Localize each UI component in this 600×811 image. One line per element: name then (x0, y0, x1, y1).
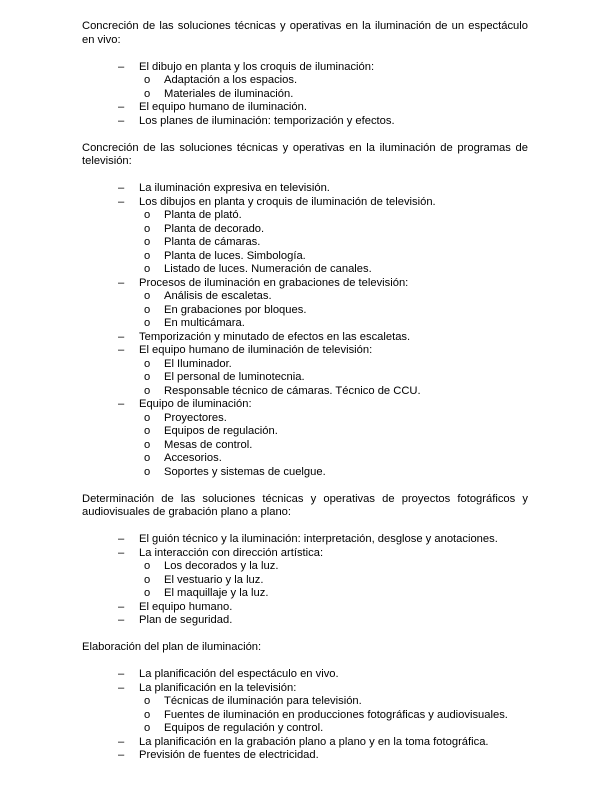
section (82, 493, 528, 642)
section (82, 641, 528, 763)
sub-list-item (144, 358, 528, 372)
sub-list-item-text: Planta de plató. (164, 209, 242, 221)
bullet-list (82, 533, 528, 628)
sub-list-item (144, 209, 528, 223)
sub-list-item-text: Equipos de regulación. (164, 425, 278, 437)
circle-marker: o (144, 695, 151, 707)
sub-list-item-text: Técnicas de iluminación para televisión. (164, 695, 362, 707)
dash-marker: – (118, 182, 125, 194)
sub-list-item (144, 560, 528, 574)
sub-list-item-text: Planta de cámaras. (164, 236, 261, 248)
dash-marker: – (118, 546, 125, 559)
dash-marker: – (118, 681, 125, 694)
list-item-text: La iluminación expresiva en televisión. (139, 182, 330, 194)
dash-marker: – (118, 276, 125, 289)
circle-marker: o (144, 708, 151, 721)
document-page (82, 20, 528, 763)
circle-marker: o (144, 357, 151, 370)
list-item (82, 601, 528, 615)
list-item (82, 668, 528, 682)
circle-marker: o (144, 74, 151, 86)
dash-marker: – (118, 344, 125, 356)
sub-list-item-text: Planta de luces. Simbología. (164, 249, 306, 262)
list-item-text: El equipo humano de iluminación. (139, 101, 307, 113)
sub-list-item (144, 263, 528, 277)
sub-list-item-text: Responsable técnico de cámaras. Técnico de CCU. (164, 384, 421, 397)
section-heading: Concreción de las soluciones técnicas y operativas en la iluminación de programas de televisión: (82, 141, 528, 167)
circle-marker: o (144, 573, 151, 586)
sub-list-item-text: Planta de decorado. (164, 222, 265, 235)
sub-list-item (144, 223, 528, 237)
sub-list-item-text: Materiales de iluminación. (164, 87, 294, 100)
dash-marker: – (118, 749, 125, 761)
dash-marker: – (118, 114, 125, 127)
sub-list-item-text: Los decorados y la luz. (164, 560, 279, 572)
bullet-list (82, 182, 528, 479)
sub-list (144, 209, 528, 277)
sub-list-item (144, 371, 528, 385)
sub-list-item (144, 709, 528, 723)
circle-marker: o (144, 263, 151, 275)
sub-list-item (144, 385, 528, 399)
circle-marker: o (144, 249, 151, 262)
dash-marker: – (118, 60, 125, 73)
dash-marker: – (118, 600, 125, 613)
sub-list-item (144, 722, 528, 736)
sub-list-item (144, 304, 528, 318)
dash-marker: – (118, 398, 125, 410)
circle-marker: o (144, 303, 151, 316)
circle-marker: o (144, 587, 151, 599)
sub-list-item (144, 452, 528, 466)
list-item (82, 277, 528, 331)
list-item (82, 682, 528, 736)
list-item (82, 533, 528, 547)
sub-list-item-text: Listado de luces. Numeración de canales. (164, 263, 372, 275)
circle-marker: o (144, 722, 151, 734)
list-item-text: Temporización y minutado de efectos en las escaletas. (139, 330, 411, 343)
section-heading: Elaboración del plan de iluminación: (82, 641, 262, 653)
list-item (82, 331, 528, 345)
list-item (82, 196, 528, 277)
circle-marker: o (144, 560, 151, 572)
circle-marker: o (144, 87, 151, 100)
sub-list-item-text: Equipos de regulación y control. (164, 722, 324, 734)
sub-list (144, 358, 528, 399)
circle-marker: o (144, 411, 151, 424)
sub-list-item-text: Análisis de escaletas. (164, 290, 272, 302)
list-item-text: La planificación en la grabación plano a plano y en la toma fotográfica. (139, 735, 489, 748)
dash-marker: – (118, 668, 125, 680)
sub-list-item (144, 439, 528, 453)
list-item (82, 61, 528, 102)
list-item (82, 749, 528, 763)
sub-list-item (144, 425, 528, 439)
sub-list-item-text: Mesas de control. (164, 438, 253, 451)
list-item (82, 344, 528, 398)
bullet-list (82, 61, 528, 129)
list-item-text: El dibujo en planta y los croquis de iluminación: (139, 60, 375, 73)
sub-list-item-text: El personal de luminotecnia. (164, 371, 305, 383)
sub-list-item (144, 74, 528, 88)
sub-list-item-text: Accesorios. (164, 452, 222, 464)
list-item-text: Los dibujos en planta y croquis de iluminación de televisión. (139, 195, 436, 208)
list-item (82, 398, 528, 479)
sub-list-item (144, 317, 528, 331)
circle-marker: o (144, 371, 151, 383)
sub-list-item (144, 290, 528, 304)
list-item (82, 115, 528, 129)
section (82, 142, 528, 493)
sub-list-item (144, 466, 528, 480)
list-item-text: Plan de seguridad. (139, 614, 233, 626)
sub-list-item-text: El vestuario y la luz. (164, 573, 264, 586)
list-item-text: La planificación en la televisión: (139, 681, 297, 694)
sub-list-item-text: Proyectores. (164, 411, 227, 424)
list-item-text: Previsión de fuentes de electricidad. (139, 749, 319, 761)
sub-list-item (144, 587, 528, 601)
list-item (82, 182, 528, 196)
sub-list-item-text: Soportes y sistemas de cuelgue. (164, 465, 326, 478)
sub-list-item-text: En grabaciones por bloques. (164, 303, 307, 316)
list-item (82, 736, 528, 750)
sub-list (144, 290, 528, 331)
sub-list-item (144, 412, 528, 426)
sub-list (144, 74, 528, 101)
section-heading: Concreción de las soluciones técnicas y operativas en la iluminación de un espectáculo en vivo: (82, 20, 528, 46)
circle-marker: o (144, 425, 151, 437)
sub-list-item (144, 574, 528, 588)
list-item (82, 547, 528, 601)
list-item-text: Procesos de iluminación en grabaciones de televisión: (139, 276, 409, 289)
list-item-text: Equipo de iluminación: (139, 398, 252, 410)
circle-marker: o (144, 452, 151, 464)
list-item-text: Los planes de iluminación: temporización y efectos. (139, 114, 395, 127)
sub-list (144, 412, 528, 480)
list-item-text: La interacción con dirección artística: (139, 546, 324, 559)
sub-list-item-text: El Iluminador. (164, 357, 232, 370)
dash-marker: – (118, 195, 125, 208)
circle-marker: o (144, 438, 151, 451)
list-item-text: El equipo humano. (139, 600, 233, 613)
section-heading: Determinación de las soluciones técnicas y operativas de proyectos fotográficos y audiovisuales de grabación plano a plano: (82, 492, 528, 518)
sub-list-item (144, 695, 528, 709)
circle-marker: o (144, 384, 151, 397)
list-item-text: El guión técnico y la iluminación: interpretación, desglose y anotaciones. (139, 533, 498, 545)
list-item-text: El equipo humano de iluminación de televisión: (139, 344, 373, 356)
sub-list-item-text: Adaptación a los espacios. (164, 74, 298, 86)
sub-list-item-text: El maquillaje y la luz. (164, 587, 269, 599)
circle-marker: o (144, 465, 151, 478)
list-item (82, 101, 528, 115)
circle-marker: o (144, 209, 151, 221)
sub-list-item (144, 88, 528, 102)
dash-marker: – (118, 533, 125, 545)
circle-marker: o (144, 222, 151, 235)
list-item (82, 614, 528, 628)
sub-list-item (144, 236, 528, 250)
list-item-text: La planificación del espectáculo en vivo. (139, 668, 339, 680)
sub-list-item (144, 250, 528, 264)
circle-marker: o (144, 290, 151, 302)
section-spacer (82, 628, 528, 642)
section-spacer (82, 128, 528, 142)
dash-marker: – (118, 101, 125, 113)
dash-marker: – (118, 330, 125, 343)
dash-marker: – (118, 735, 125, 748)
sub-list-item-text: En multicámara. (164, 317, 245, 329)
section-spacer (82, 479, 528, 493)
circle-marker: o (144, 317, 151, 329)
circle-marker: o (144, 236, 151, 248)
bullet-list (82, 668, 528, 763)
sub-list (144, 695, 528, 736)
section (82, 20, 528, 142)
sub-list (144, 560, 528, 601)
dash-marker: – (118, 614, 125, 626)
sub-list-item-text: Fuentes de iluminación en producciones fotográficas y audiovisuales. (164, 708, 508, 721)
